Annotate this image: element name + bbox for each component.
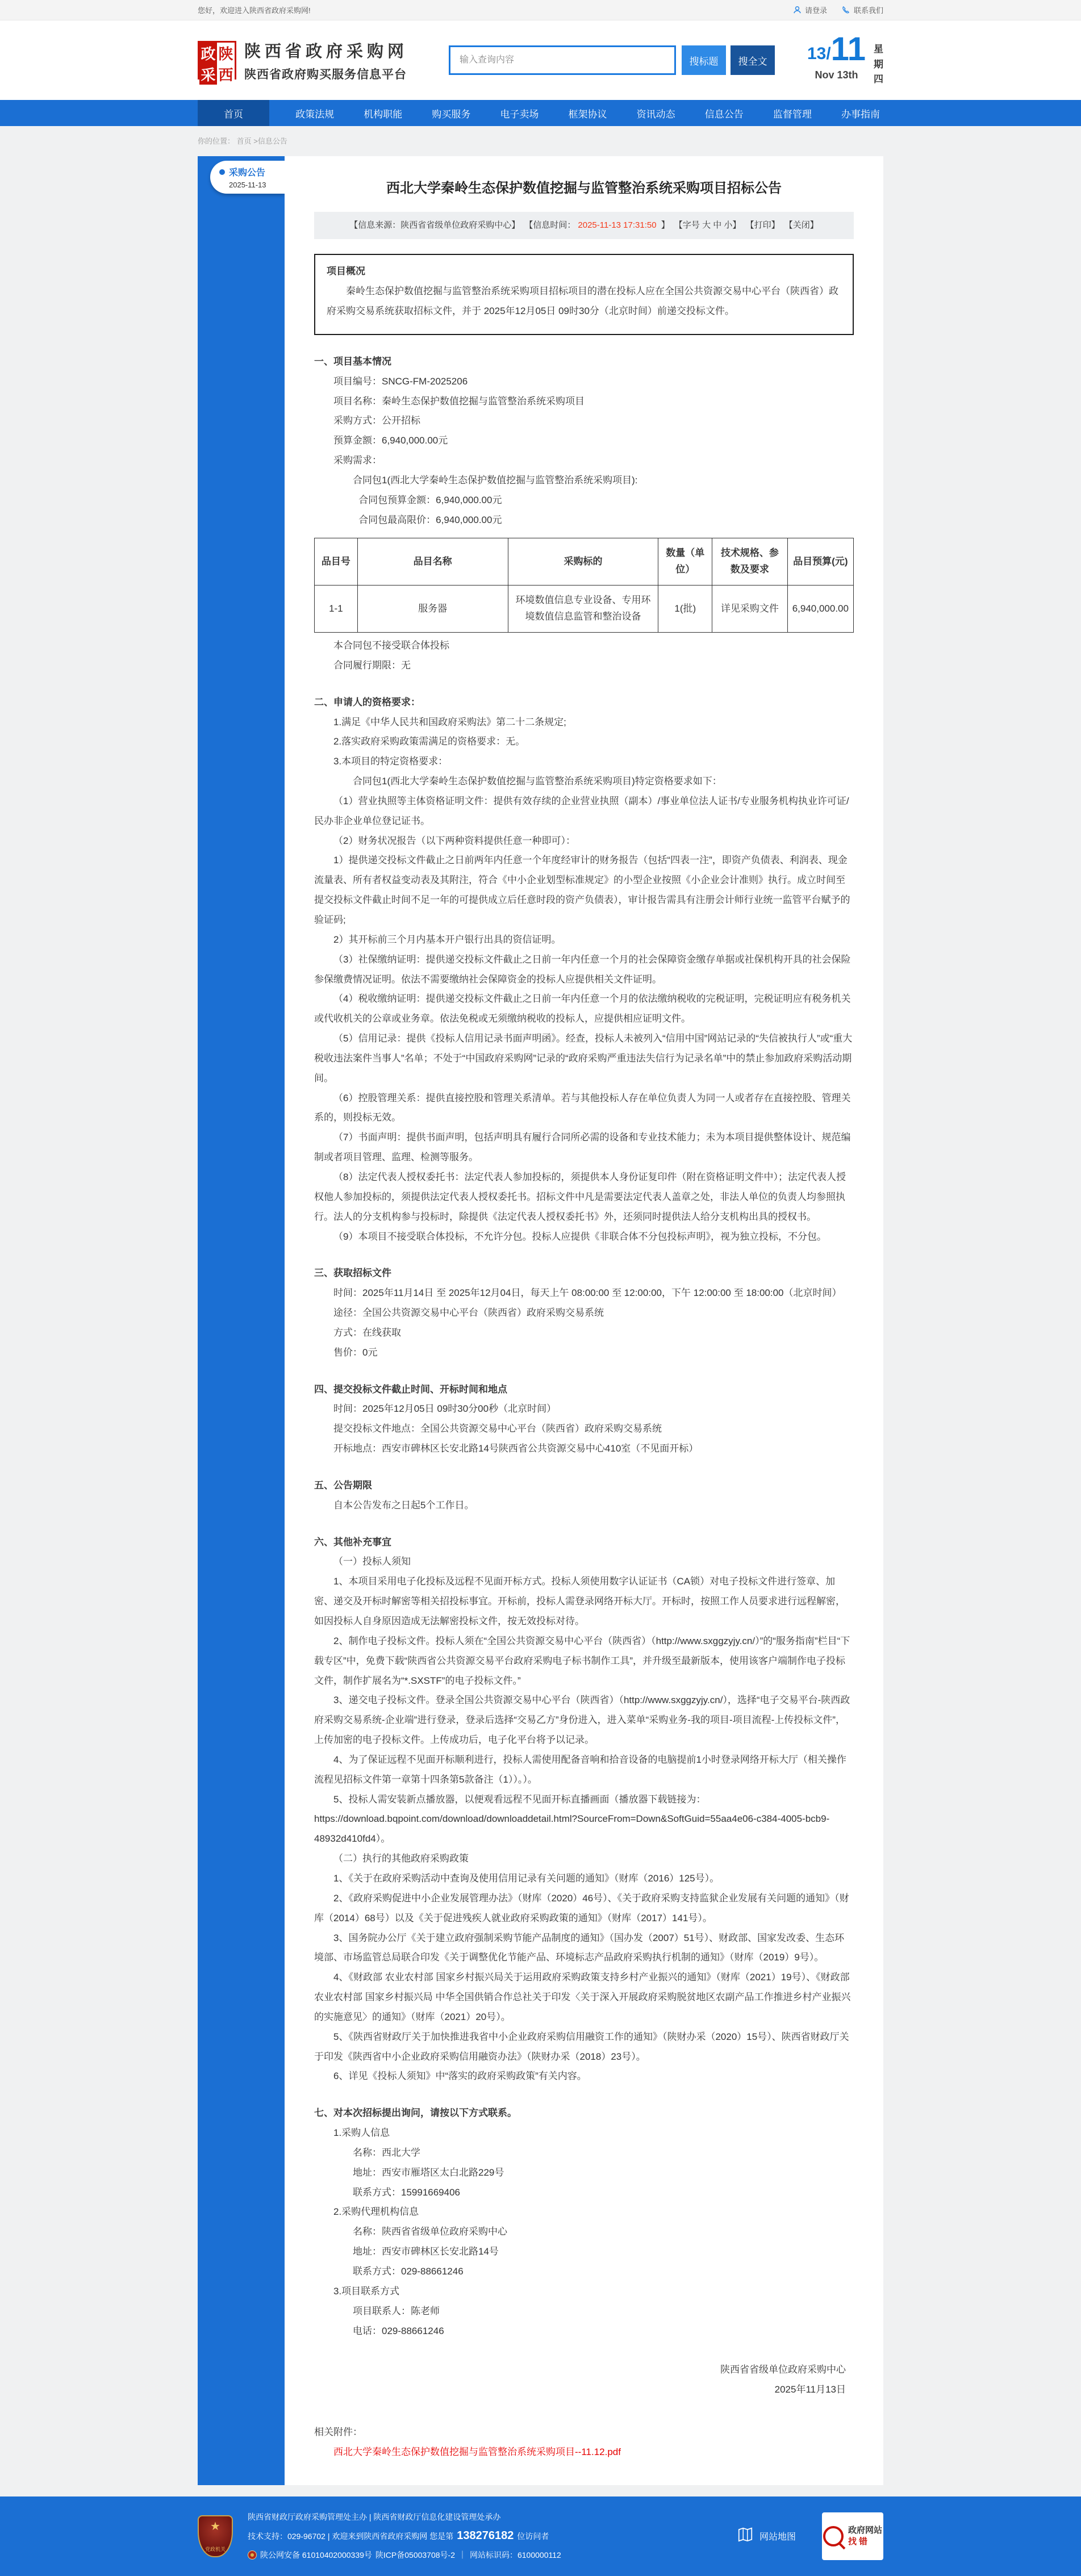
buyer-info-title: 1.采购人信息	[333, 2127, 390, 2139]
qualification-item: 3.本项目的特定资格要求：	[333, 756, 448, 767]
project-contact-phone: 电话：029-88661246	[353, 2325, 444, 2336]
supplement-item: 1、《关于在政府采购活动中查询及使用信用记录有关问题的通知》（财库（2016）125号）。	[333, 1872, 720, 1884]
map-icon	[737, 2526, 754, 2546]
sidebar-tab-date: 2025-11-13	[229, 181, 266, 189]
qualification-item: （2）财务状况报告（以下两种资料提供任意一种即可）：	[333, 835, 575, 846]
site-header	[0, 20, 1081, 100]
doc-method: 方式：在线获取	[333, 1327, 401, 1338]
section-2-heading: 二、申请人的资格要求：	[314, 696, 420, 708]
search-fulltext-button[interactable]: 搜全文	[731, 45, 775, 75]
nav-item-announcements[interactable]: 信息公告	[704, 108, 744, 120]
contact-link[interactable]: 联系我们	[842, 5, 883, 15]
qualification-item: （5）信用记录：提供《投标人信用记录书面声明函》。经查，投标人未被列入“信用中国”网站记录的“失信被执行人”或“重大税收违法案件当事人”名单；不处于“中国政府采购网”记录的“政府采购严重违法失信行为记录名单”中的禁止参加政府采购活动期间。	[314, 1033, 853, 1084]
deadline-time: 时间：2025年12月05日 09时30分00秒（北京时间）	[333, 1403, 557, 1415]
footer-organizer-line: 陕西省财政厅政府采购管理处主办 | 陕西省财政厅信息化建设管理处承办	[248, 2512, 501, 2522]
attachment-label: 相关附件：	[314, 2427, 362, 2438]
buyer-name: 名称：西北大学	[353, 2147, 420, 2158]
qualification-item: （6）控股管理关系：提供直接控股和管理关系清单。若与其他投标人存在单位负责人为同一人或者存在直接控股、管理关系的，则投标无效。	[314, 1092, 851, 1123]
breadcrumb-current: >信息公告	[253, 137, 287, 145]
nav-item-e-market[interactable]: 电子卖场	[500, 108, 539, 120]
qualification-item: （7）书面声明：提供书面声明，包括声明具有履行合同所必需的设备和专业技术能力；未为本项目提供整体设计、规范编制或者项目管理、监理、检测等服务。	[314, 1132, 851, 1163]
login-link[interactable]: 请登录	[793, 5, 827, 15]
date-month: 11	[830, 31, 866, 68]
footer-support-line: 技术支持：029-96702 | 欢迎来到陕西省政府采购网 您是第 138276182 位访问者	[248, 2529, 549, 2542]
supplement-item: 3、国务院办公厅《关于建立政府强制采购节能产品制度的通知》（国办发（2007）51号）、财政部、国家发改委、生态环境部、市场监管总局联合印发《关于调整优化节能产品、环境标志产品政府采购执行机制的通知》（财库（2019）9号）。	[314, 1932, 845, 1963]
date-weekday: 星 期 四	[874, 44, 883, 85]
qualification-item: （4）税收缴纳证明：提供递交投标文件截止之日前一年内任意一个月的依法缴纳税收的完税证明，完税证明应有税务机关或代收机关的公章或业务章。依法免税或无须缴纳税收的投标人，应提供相应证明文件。	[314, 993, 851, 1024]
supplement-item: 5、投标人需安装新点播放器，以便观看远程不见面开标直播画面（播放器下载链接为：https://download.bqpoint.com/download/downloaddetail.html?SourceFrom=Down&SoftGuid=55aa4e06-c384-4005-bcb9-48932d410fd4）。	[314, 1793, 830, 1845]
user-icon	[793, 6, 802, 14]
nav-item-purchase-services[interactable]: 购买服务	[432, 108, 471, 120]
attachment-pdf-link[interactable]: 西北大学秦岭生态保护数值挖掘与监管整治系统采购项目--11.12.pdf	[333, 2446, 621, 2457]
supplement-item: 1、本项目采用电子化投标及远程不见面开标方式。投标人须使用数字认证证书（CA锁）对电子投标文件进行签章、加密、递交及开标时解密等相关招投标事宜。开标前，投标人需登录网络开标大厅。开标时，按照工作人员要求进行远程解密，如因投标人自身原因造成无法解密投标文件，按无效投标对待。	[314, 1576, 845, 1626]
qualification-item: 2.落实政府采购政策需满足的资格要求：无。	[333, 736, 525, 747]
close-button[interactable]: 【关闭】	[784, 220, 819, 230]
section-6-heading: 六、其他补充事宜	[314, 1536, 391, 1548]
supplement-item: 6、详见《投标人须知》中“落实的政府采购政策”有关内容。	[333, 2071, 587, 2082]
section-4-heading: 四、提交投标文件截止时间、开标时间和地点	[314, 1383, 507, 1395]
contract-duration: 合同履行期限：无	[333, 659, 411, 671]
qualification-item: 1）提供递交投标文件截止之日前两年内任意一个年度经审计的财务报告（包括“四表一注”，即资产负债表、利润表、现金流量表、所有者权益变动表及其附注，符合《中小企业划型标准规定》的小型企业按照《小企业会计准则》执行。成立时间至提交投标文件截止时间不足一年的可提供成立后任意时段的资产负债表），审计报告需具有注册会计师行业统一监管平台赋予的验证码;	[314, 855, 850, 925]
sitemap-link[interactable]: 网站地图	[737, 2526, 796, 2546]
items-table	[314, 538, 854, 633]
site-footer	[0, 2496, 1081, 2576]
icp-number[interactable]: 陕ICP备05003708号-2	[375, 2550, 455, 2560]
top-strip	[0, 0, 1081, 20]
signoff-date: 2025年11月13日	[774, 2384, 846, 2395]
supplement-item: 5、《陕西省财政厅关于加快推进我省中小企业政府采购信用融资工作的通知》（陕财办采（2020）15号）、陕西省财政厅关于印发《陕西省中小企业政府采购信用融资办法》（陕财办采（2018）23号）。	[314, 2031, 849, 2062]
article-meta-bar: 【信息来源：陕西省省级单位政府采购中心】 【信息时间： 2025-11-13 17:31:50 】 【字号 大 中 小】 【打印】 【关闭】	[314, 212, 854, 240]
section-3-heading: 三、获取招标文件	[314, 1268, 391, 1279]
sidebar-tab-procurement-notice[interactable]: 采购公告 2025-11-13	[210, 161, 285, 194]
seal-logo-icon: 政 陕 采 西	[198, 41, 236, 80]
footer-beian-line: 陕公网安备 61010402000339号 陕ICP备05003708号-2 ｜ 网站标识码：6100000112	[248, 2549, 561, 2561]
section-7-heading: 七、对本次招标提出询问，请按以下方式联系。	[314, 2107, 517, 2119]
main-nav	[0, 100, 1081, 126]
breadcrumb-home-link[interactable]: 首页	[236, 137, 252, 145]
buyer-address: 地址：西安市雁塔区太白北路229号	[353, 2167, 504, 2178]
qualification-item: （9）本项目不接受联合体投标，不允许分包。投标人应提供《非联合体不分包投标声明》，视为独立投标，不分包。	[333, 1231, 827, 1242]
meta-time-value: 2025-11-13 17:31:50	[578, 220, 657, 230]
page-title: 西北大学秦岭生态保护数值挖掘与监管整治系统采购项目招标公告	[386, 181, 782, 196]
supplement-item: 2、制作电子投标文件。投标人须在“全国公共资源交易中心平台（陕西省）（http://www.sxggzyjy.cn/）”的“服务指南”栏目“下载专区”中，免费下载“陕西省公共资源交易平台政府采购电子标书制作工具”，并升级至最新版本，使用该客户端制作电子投标文件，制作扩展名为“*.SXSTF”的电子投标文件。”	[314, 1635, 850, 1686]
notice-period: 自本公告发布之日起5个工作日。	[333, 1499, 474, 1511]
doc-channel: 途径：全国公共资源交易中心平台（陕西省）政府采购交易系统	[333, 1307, 604, 1319]
welcome-text: 您好，欢迎进入陕西省政府采购网!	[198, 6, 311, 15]
search-title-button[interactable]: 搜标题	[682, 45, 726, 75]
agent-info-title: 2.采购代理机构信息	[333, 2206, 419, 2218]
search-input[interactable]	[449, 45, 676, 75]
contract-package: 合同包1(西北大学秦岭生态保护数值挖掘与监管整治系统采购项目):	[353, 474, 638, 486]
site-code: 网站标识码：6100000112	[469, 2550, 561, 2560]
agent-phone: 联系方式：029-88661246	[353, 2266, 464, 2277]
nav-item-functions[interactable]: 机构职能	[364, 108, 403, 120]
nav-item-supervision[interactable]: 监督管理	[773, 108, 812, 120]
supplement-item: 4、《财政部 农业农村部 国家乡村振兴局关于运用政府采购政策支持乡村产业振兴的通知》（财库（2021）19号）、《财政部 农业农村部 国家乡村振兴局 中华全国供销合作总社关于印发〈关于深入开展政府采购脱贫地区农副产品工作推进乡村产业振兴的实施意见〉的通知》（财库（2021）20号）。	[314, 1972, 851, 2022]
supplement-item: （一）投标人须知	[333, 1556, 411, 1567]
procurement-demand: 采购需求：	[333, 455, 382, 466]
date-english: Nov 13th	[815, 69, 858, 81]
package-budget: 合同包预算金额：6,940,000.00元	[358, 494, 502, 505]
qualification-item: （1）营业执照等主体资格证明文件：提供有效存续的企业营业执照（副本）/事业单位法人证书/专业服务机构执业许可证/民办非企业单位登记证书。	[314, 795, 849, 826]
signoff-org: 陕西省省级单位政府采购中心	[720, 2364, 846, 2376]
beian-number[interactable]: 陕公网安备 61010402000339号	[260, 2550, 372, 2560]
project-name: 项目名称：秦岭生态保护数值挖掘与监管整治系统采购项目	[333, 395, 585, 407]
supplement-item: 4、为了保证远程不见面开标顺利进行，投标人需使用配备音响和拾音设备的电脑提前1小时登录网络开标大厅（相关操作流程见招标文件第一章第十四条第5款备注（1））。）。	[314, 1754, 846, 1785]
phone-icon	[842, 6, 850, 14]
package-limit: 合同包最高限价：6,940,000.00元	[358, 514, 502, 525]
agent-name: 名称：陕西省省级单位政府采购中心	[353, 2226, 507, 2238]
police-badge-icon	[248, 2550, 257, 2560]
article-main	[285, 156, 883, 2485]
meta-time-prefix: 【信息时间：	[524, 220, 576, 230]
buyer-phone: 联系方式：15991669406	[353, 2186, 461, 2198]
procurement-method: 采购方式：公开招标	[333, 415, 420, 426]
agent-address: 地址：西安市碑林区长安北路14号	[353, 2246, 499, 2257]
qualification-item: 1.满足《中华人民共和国政府采购法》第二十二条规定;	[333, 716, 566, 727]
nav-item-framework[interactable]: 框架协议	[568, 108, 607, 120]
no-consortium-note: 本合同包不接受联合体投标	[333, 640, 449, 651]
nav-item-home[interactable]: 首页	[198, 100, 269, 126]
project-code: 项目编号：SNCG-FM-2025206	[333, 375, 468, 387]
overview-heading: 项目概况	[327, 266, 365, 277]
nav-item-guide[interactable]: 办事指南	[841, 108, 880, 120]
table-row: 1-1 服务器 环境数值信息专业设备、专用环境数值信息监管和整治设备 1(批) 详见采购文件 6,940,000.00	[315, 586, 854, 633]
qualification-item: （8）法定代表人授权委托书：法定代表人参加投标的，须提供本人身份证复印件（附在资格证明文件中）；法定代表人授权他人参加投标的，须提供法定代表人授权委托书。招标文件中凡是需要法定代表人盖章之处，非法人单位的负责人均参照执行。法人的分支机构参与投标时，除提供《法定代表人授权委托书》外，还须同时提供法人给分支机构出具的授权书。	[314, 1171, 846, 1222]
visitor-count: 138276182	[457, 2529, 514, 2542]
project-contact-title: 3.项目联系方式	[333, 2285, 400, 2297]
supplement-item: 2、《政府采购促进中小企业发展管理办法》（财库（2020）46号）、《关于政府采购支持监狱企业发展有关问题的通知》（财库（2014）68号）以及《关于促进残疾人就业政府采购政策的通知》（财库（2017）141号）。	[314, 1892, 849, 1923]
search-bar	[449, 45, 775, 75]
supplement-item: 3、递交电子投标文件。登录全国公共资源交易中心平台（陕西省）（http://www.sxggzyjy.cn/），选择“电子交易平台-陕西政府采购交易系统-企业端”进行登录，登录后选择“交易乙方”身份进入，进入菜单“采购业务-我的项目-项目流程-上传投标文件”，上传加密的电子投标文件。上传成功后，电子化平台将予以记录。	[314, 1695, 850, 1746]
submit-place: 提交投标文件地点：全国公共资源交易中心平台（陕西省）政府采购交易系统	[333, 1423, 662, 1435]
budget-amount: 预算金额：6,940,000.00元	[333, 435, 448, 446]
font-size-control[interactable]: 【字号 大 中 小】	[674, 220, 741, 230]
section-1-heading: 一、项目基本情况	[314, 356, 391, 367]
table-header-row: 品目号 品目名称 采购标的 数量（单位） 技术规格、参数及要求 品目预算(元)	[315, 538, 854, 586]
project-overview-box	[314, 254, 854, 335]
supplement-item: （二）执行的其他政府采购政策	[333, 1853, 469, 1864]
overview-body: 秦岭生态保护数值挖掘与监管整治系统采购项目招标项目的潜在投标人应在全国公共资源交易中心平台（陕西省）政府采购交易系统获取招标文件，并于 2025年12月05日 09时30分（北京时间）前递交投标文件。	[327, 286, 838, 317]
qualification-item: （3）社保缴纳证明：提供递交投标文件截止之日前一年内任意一个月的社会保障资金缴存单据或社保机构开具的社会保险参保缴费情况证明。依法不需要缴纳社会保障资金的投标人应提供相关文件证明。	[314, 954, 851, 985]
qualification-item: 2）其开标前三个月内基本开户银行出具的资信证明。	[333, 934, 561, 945]
website-error-report-badge[interactable]: 政府网站 找错	[822, 2512, 883, 2560]
qualification-item: 合同包1(西北大学秦岭生态保护数值挖掘与监管整治系统采购项目)特定资格要求如下：	[353, 776, 722, 787]
site-subtitle: 陕西省政府购买服务信息平台	[244, 68, 407, 81]
section-5-heading: 五、公告期限	[314, 1479, 372, 1491]
magnifier-icon	[823, 2526, 844, 2546]
nav-item-policies[interactable]: 政策法规	[295, 108, 335, 120]
date-widget	[807, 33, 883, 87]
left-sidebar	[198, 156, 285, 2485]
site-name: 陕西省政府采购网	[244, 42, 408, 61]
date-day: 13/	[807, 44, 831, 64]
doc-time: 时间：2025年11月14日 至 2025年12月04日，每天上午 08:00:00 至 12:00:00，下午 12:00:00 至 18:00:00（北京时间）	[333, 1287, 842, 1299]
breadcrumb: 你的位置： 首页 >信息公告	[198, 137, 287, 145]
open-place: 开标地点：西安市碑林区长安北路14号陕西省公共资源交易中心410室（不见面开标）	[333, 1443, 699, 1454]
print-button[interactable]: 【打印】	[745, 220, 780, 230]
government-emblem-icon: ★ 党政机关	[198, 2515, 233, 2557]
doc-price: 售价：0元	[333, 1346, 378, 1358]
meta-source: 【信息来源：陕西省省级单位政府采购中心】	[349, 220, 520, 230]
project-contact-person: 项目联系人：陈老师	[353, 2305, 440, 2316]
nav-item-news[interactable]: 资讯动态	[636, 108, 675, 120]
bullet-dot-icon	[219, 169, 225, 175]
site-logo[interactable]	[198, 39, 408, 82]
